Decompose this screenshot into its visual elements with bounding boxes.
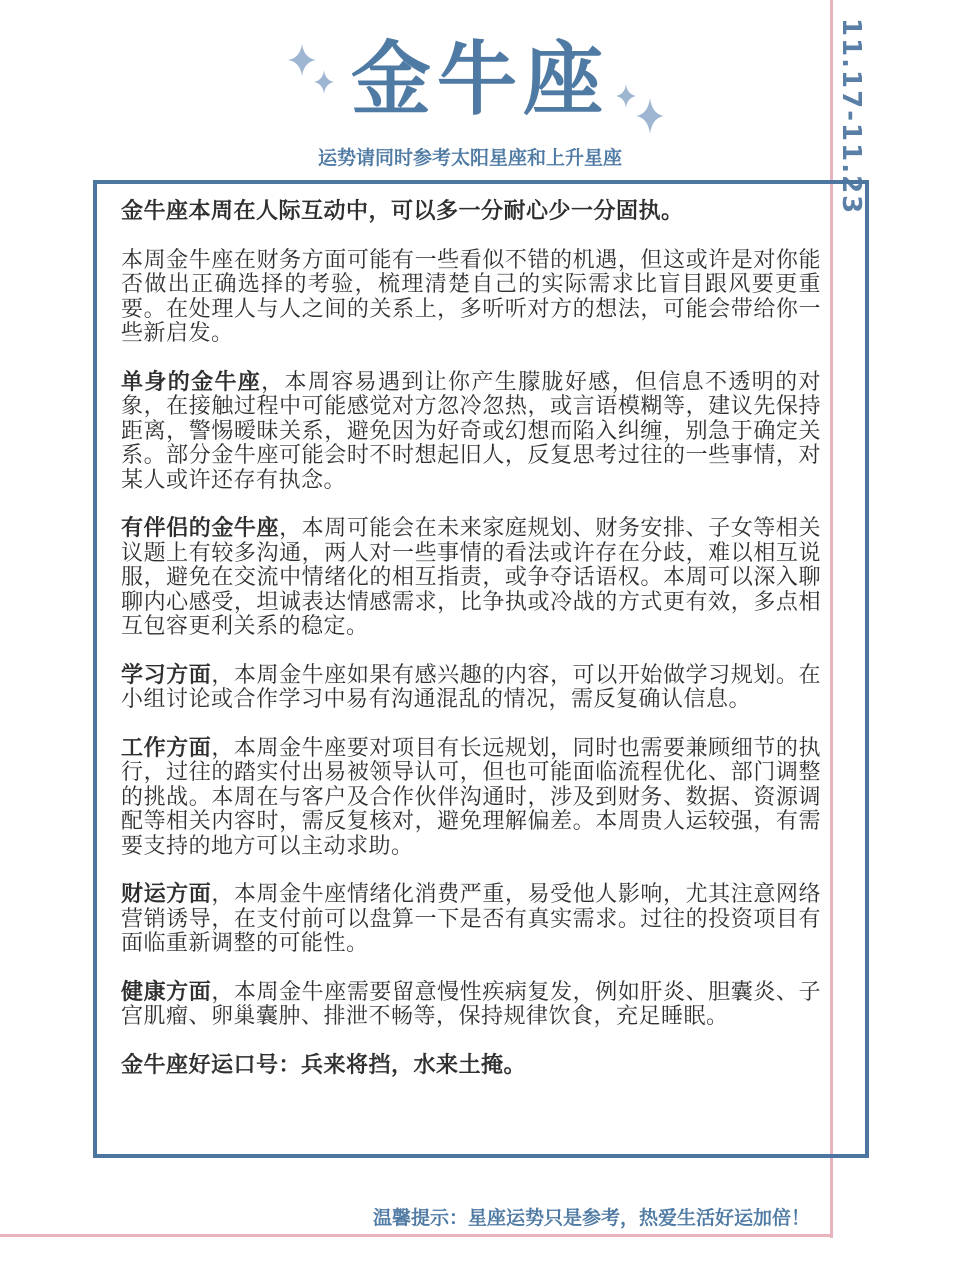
date-range: 11.17-11.23 xyxy=(836,18,866,216)
wealth-paragraph xyxy=(121,883,821,957)
content-box xyxy=(93,180,869,1158)
work-text: ，本周金牛座要对项目有长远规划，同时也需要兼顾细节的执行，过往的踏实付出易被领导认可，但也可能面临流程优化、部门调整的挑战。本周在与客户及合作伙伴沟通时，涉及到财务、数据、资源调配等相关内容时，需反复核对，避免理解偏差。本周贵人运较强，有需要支持的地方可以主动求助。 xyxy=(121,735,821,859)
health-text: ，本周金牛座需要留意慢性疾病复发，例如肝炎、胆囊炎、子宫肌瘤、卵巢囊肿、排泄不畅等，保持规律饮食，充足睡眠。 xyxy=(121,979,821,1029)
footer-tip: 温馨提示：星座运势只是参考，热爱生活好运加倍！ xyxy=(372,1207,810,1229)
study-label: 学习方面 xyxy=(121,662,212,688)
work-paragraph xyxy=(121,737,821,860)
page-subtitle: 运势请同时参考太阳星座和上升星座 xyxy=(317,147,622,169)
finance-general-paragraph: 本周金牛座在财务方面可能有一些看似不错的机遇，但这或许是对你能否做出正确选择的考验，梳理清楚自己的实际需求比盲目跟风要更重要。在处理人与人之间的关系上，多听听对方的想法，可能会带给你一些新启发。 xyxy=(121,247,821,346)
single-text: ，本周容易遇到让你产生朦胧好感，但信息不透明的对象，在接触过程中可能感觉对方忽冷忽热，或言语模糊等，建议先保持距离，警惕暧昧关系，避免因为好奇或幻想而陷入纠缠，别急于确定关系。部分金牛座可能会时不时想起旧人，反复思考过往的一些事情，对某人或许还存有执念。 xyxy=(121,369,821,493)
page-title: 金牛座 xyxy=(351,33,609,126)
single-paragraph xyxy=(121,371,821,494)
wealth-label: 财运方面 xyxy=(121,882,212,907)
work-label: 工作方面 xyxy=(121,735,212,761)
partner-text: ，本周可能会在未来家庭规划、财务安排、子女等相关议题上有较多沟通，两人对一些事情的看法或许存在分歧，难以相互说服，避免在交流中情绪化的相互指责，或争夺话语权。本周可以深入聊聊内心感受，坦诚表达情感需求，比争执或冷战的方式更有效，多点相互包容更利关系的稳定。 xyxy=(121,516,821,639)
single-label: 单身的金牛座 xyxy=(121,369,262,395)
content-body xyxy=(121,200,821,1102)
pink-horizontal-line xyxy=(0,1234,833,1237)
slogan-paragraph: 金牛座好运口号：兵来将挡，水来土掩。 xyxy=(121,1052,527,1078)
study-text: ，本周金牛座如果有感兴趣的内容，可以开始做学习规划。在小组讨论或合作学习中易有沟通混乱的情况，需反复确认信息。 xyxy=(121,662,821,712)
health-paragraph xyxy=(121,981,821,1030)
intro-paragraph: 金牛座本周在人际互动中，可以多一分耐心少一分固执。 xyxy=(121,199,684,224)
health-label: 健康方面 xyxy=(121,979,212,1005)
partner-paragraph xyxy=(121,517,821,640)
study-paragraph xyxy=(121,664,821,713)
partner-label: 有伴侣的金牛座 xyxy=(121,516,280,541)
wealth-text: ，本周金牛座情绪化消费严重，易受他人影响，尤其注意网络营销诱导，在支付前可以盘算一下是否有真实需求。过往的投资项目有面临重新调整的可能性。 xyxy=(121,882,821,956)
